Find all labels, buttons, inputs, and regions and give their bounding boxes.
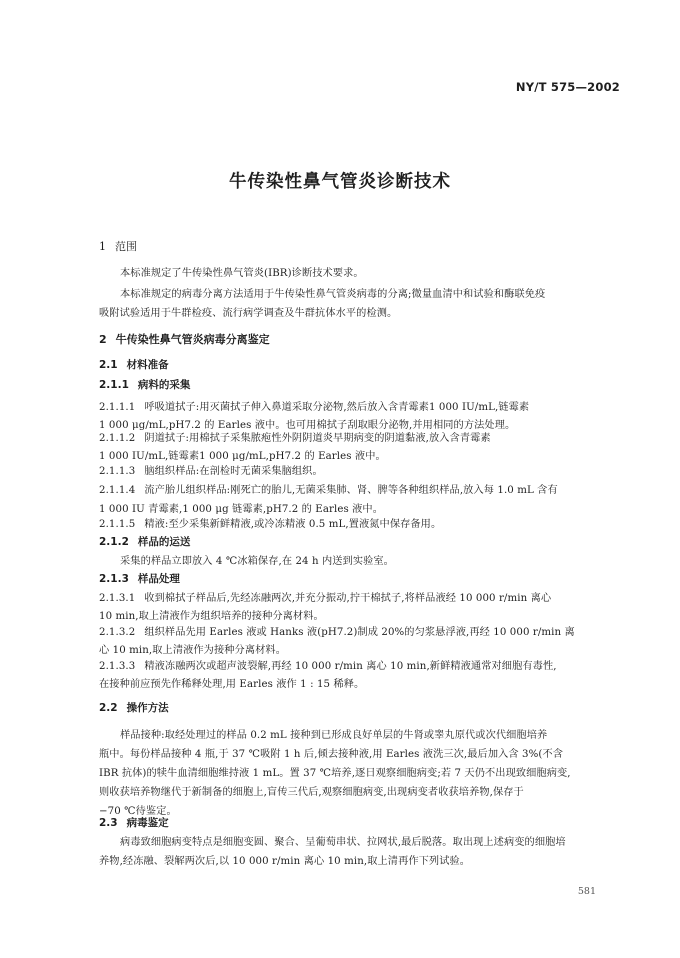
clause-text: 精液冻融两次或超声波裂解,再经 10 000 r/min 离心 10 min,新鲜精液通常对细胞有毒性, xyxy=(144,661,557,672)
paragraph: 采集的样品立即放入 4 ℃冰箱保存,在 24 h 内送到实验室。 xyxy=(120,556,394,567)
section-title: 范围 xyxy=(115,240,137,253)
paragraph-continuation: 瓶中。每份样品接种 4 瓶,于 37 ℃吸附 1 h 后,倾去接种液,用 Earles 液洗三次,最后加入含 3%(不含 xyxy=(99,749,564,760)
paragraph-continuation: 10 min,取上清液作为组织培养的接种分离材料。 xyxy=(99,611,324,622)
section-2-heading xyxy=(99,331,270,347)
clause-2-1-1-1 xyxy=(99,398,529,413)
paragraph-continuation: 心 10 min,取上清液作为接种分离材料。 xyxy=(99,645,286,656)
clause-number: 2.1.3.1 xyxy=(99,593,136,604)
clause-text: 精液:至少采集新鲜精液,或冷冻精液 0.5 mL,置液氮中保存备用。 xyxy=(144,519,442,530)
section-number: 2 xyxy=(99,333,107,346)
paragraph-continuation: 在接种前应预先作稀释处理,用 Earles 液作 1 : 15 稀释。 xyxy=(99,679,365,690)
clause-2-1-3-1 xyxy=(99,589,551,604)
section-title: 材料准备 xyxy=(126,359,169,371)
paragraph: 本标准规定的病毒分离方法适用于牛传染性鼻气管炎病毒的分离;微量血清中和试验和酶联免疫 xyxy=(120,289,546,300)
clause-number: 2.1.1.5 xyxy=(99,519,136,530)
clause-text: 组织样品先用 Earles 液或 Hanks 液(pH7.2)制成 20%的匀浆悬浮液,再经 10 000 r/min 离 xyxy=(144,627,575,638)
section-title: 病料的采集 xyxy=(137,379,191,391)
subsection-2-1-2-heading xyxy=(99,534,190,549)
subsection-2-1-1-heading xyxy=(99,377,190,392)
subsection-2-3-heading xyxy=(99,815,169,830)
section-number: 2.1.1 xyxy=(99,379,129,391)
paragraph: 病毒致细胞病变特点是细胞变圆、聚合、呈葡萄串状、拉网状,最后脱落。取出现上述病变的细胞培 xyxy=(120,837,566,848)
clause-number: 2.1.1.2 xyxy=(99,433,136,444)
paragraph-continuation: −70 ℃待鉴定。 xyxy=(99,806,177,817)
clause-2-1-1-2 xyxy=(99,429,491,444)
clause-2-1-3-2 xyxy=(99,623,575,638)
paragraph-continuation: 1 000 IU 青霉素,1 000 μg 链霉素,pH7.2 的 Earles 液中。 xyxy=(99,504,384,515)
standard-code: NY/T 575—2002 xyxy=(515,80,620,94)
page-number: 581 xyxy=(577,886,596,897)
section-title: 牛传染性鼻气管炎病毒分离鉴定 xyxy=(115,333,270,346)
clause-text: 呼吸道拭子:用灭菌拭子伸入鼻道采取分泌物,然后放入含青霉素1 000 IU/mL,链霉素 xyxy=(144,402,530,413)
paragraph-continuation: 1 000 μg/mL,pH7.2 的 Earles 液中。也可用棉拭子刮取眼分泌物,并用相同的方法处理。 xyxy=(99,420,516,431)
clause-number: 2.1.1.1 xyxy=(99,402,136,413)
clause-number: 2.1.3.2 xyxy=(99,627,136,638)
subsection-2-1-heading xyxy=(99,357,169,372)
section-number: 1 xyxy=(99,240,106,253)
clause-2-1-1-3 xyxy=(99,462,323,477)
clause-number: 2.1.1.4 xyxy=(99,485,136,496)
paragraph-continuation: 则收获培养物继代于新制备的细胞上,盲传三代后,观察细胞病变,出现病变者收获培养物,保存于 xyxy=(99,787,524,798)
subsection-2-2-heading xyxy=(99,700,169,715)
section-title: 病毒鉴定 xyxy=(126,817,169,829)
clause-2-1-1-5 xyxy=(99,515,441,530)
section-number: 2.1 xyxy=(99,359,118,371)
section-number: 2.1.2 xyxy=(99,536,129,548)
paragraph: 样品接种:取经处理过的样品 0.2 mL 接种到已形成良好单层的牛肾或睾丸原代或次代细胞培养 xyxy=(120,730,548,741)
clause-number: 2.1.1.3 xyxy=(99,466,136,477)
paragraph-continuation: IBR 抗体)的犊牛血清细胞维持液 1 mL。置 37 ℃培养,逐日观察细胞病变;若 7 天仍不出现致细胞病变, xyxy=(99,768,571,779)
subsection-2-1-3-heading xyxy=(99,571,180,586)
paragraph-continuation: 1 000 IU/mL,链霉素1 000 μg/mL,pH7.2 的 Earles 液中。 xyxy=(99,451,386,462)
paragraph: 本标准规定了牛传染性鼻气管炎(IBR)诊断技术要求。 xyxy=(120,268,364,279)
paragraph-continuation: 吸附试验适用于牛群检疫、流行病学调查及牛群抗体水平的检测。 xyxy=(99,308,398,319)
clause-text: 脑组织样品:在剖检时无菌采集脑组织。 xyxy=(144,466,323,477)
section-number: 2.2 xyxy=(99,702,118,714)
section-title: 样品处理 xyxy=(137,573,180,585)
document-title: 牛传染性鼻气管炎诊断技术 xyxy=(229,172,451,192)
clause-2-1-1-4 xyxy=(99,481,558,496)
clause-text: 收到棉拭子样品后,先经冻融两次,并充分振动,拧干棉拭子,将样品液经 10 000 r/min 离心 xyxy=(144,593,552,604)
section-title: 样品的运送 xyxy=(137,536,191,548)
section-number: 2.1.3 xyxy=(99,573,129,585)
section-1-heading xyxy=(99,238,137,254)
section-title: 操作方法 xyxy=(126,702,169,714)
section-number: 2.3 xyxy=(99,817,118,829)
clause-number: 2.1.3.3 xyxy=(99,661,136,672)
paragraph-continuation: 养物,经冻融、裂解两次后,以 10 000 r/min 离心 10 min,取上清再作下列试验。 xyxy=(99,856,471,867)
clause-text: 流产胎儿组织样品:刚死亡的胎儿,无菌采集肺、肾、脾等各种组织样品,放入每 1.0 mL 含有 xyxy=(144,485,558,496)
clause-2-1-3-3 xyxy=(99,657,557,672)
clause-text: 阴道拭子:用棉拭子采集脓疱性外阴阴道炎早期病变的阴道黏液,放入含青霉素 xyxy=(144,433,491,444)
